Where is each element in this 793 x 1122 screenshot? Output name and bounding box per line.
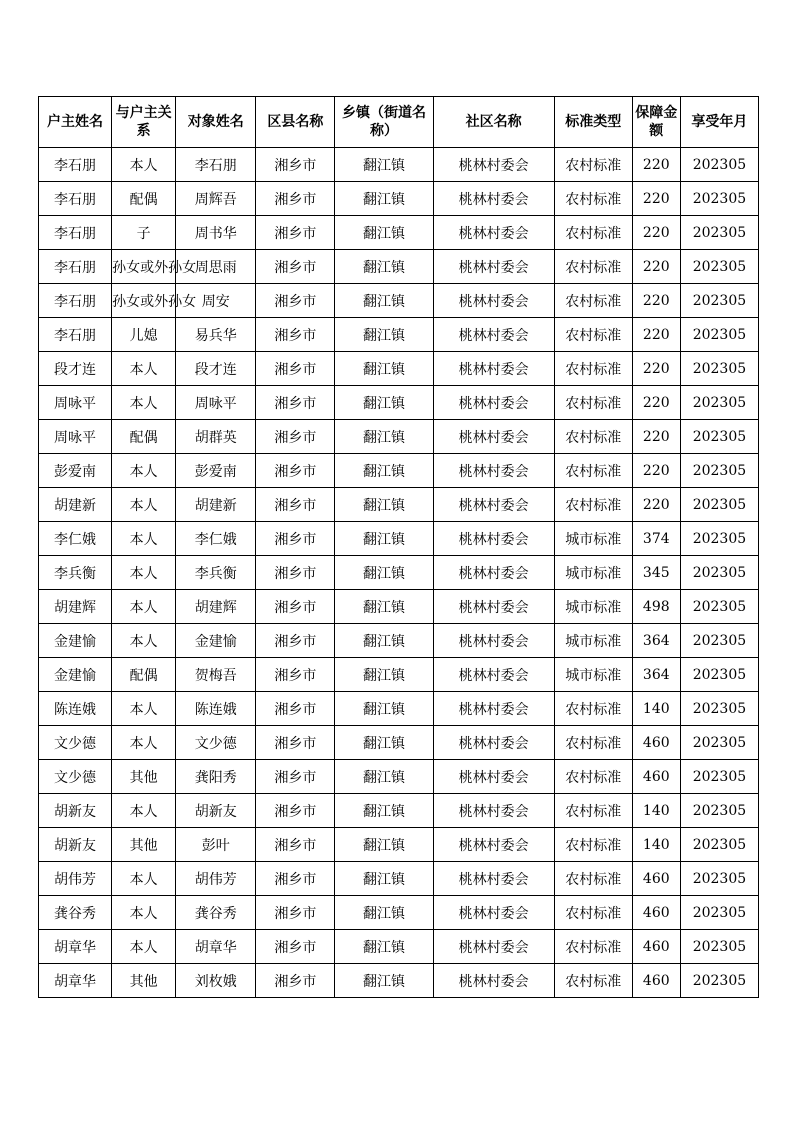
- community-cell: 桃林村委会: [433, 216, 554, 250]
- relationship-cell: 本人: [112, 454, 176, 488]
- community-cell: 桃林村委会: [433, 182, 554, 216]
- amount-cell: 460: [632, 964, 680, 998]
- county-cell: 湘乡市: [256, 896, 335, 930]
- household-head-cell: 李石朋: [39, 284, 112, 318]
- period-cell: 202305: [680, 726, 758, 760]
- relationship-cell: 本人: [112, 488, 176, 522]
- relationship-cell: 其他: [112, 964, 176, 998]
- table-row: [39, 522, 759, 556]
- community-cell: 桃林村委会: [433, 386, 554, 420]
- amount-cell: 220: [632, 386, 680, 420]
- standard-type-cell: 农村标准: [554, 862, 632, 896]
- relationship-cell: 本人: [112, 148, 176, 182]
- table-row: [39, 454, 759, 488]
- table-row: [39, 250, 759, 284]
- community-cell: 桃林村委会: [433, 760, 554, 794]
- community-cell: 桃林村委会: [433, 964, 554, 998]
- household-head-cell: 李仁娥: [39, 522, 112, 556]
- township-cell: 翻江镇: [335, 828, 433, 862]
- county-cell: 湘乡市: [256, 624, 335, 658]
- standard-type-cell: 农村标准: [554, 692, 632, 726]
- township-cell: 翻江镇: [335, 930, 433, 964]
- table-row: [39, 658, 759, 692]
- amount-cell: 460: [632, 930, 680, 964]
- recipient-name-cell: 胡建辉: [176, 590, 256, 624]
- period-cell: 202305: [680, 250, 758, 284]
- relationship-cell: 配偶: [112, 182, 176, 216]
- household-head-cell: 李石朋: [39, 182, 112, 216]
- standard-type-cell: 城市标准: [554, 624, 632, 658]
- household-head-cell: 金建愉: [39, 658, 112, 692]
- table-row: [39, 148, 759, 182]
- township-cell: 翻江镇: [335, 182, 433, 216]
- standard-type-cell: 农村标准: [554, 250, 632, 284]
- period-cell: 202305: [680, 148, 758, 182]
- standard-type-cell: 农村标准: [554, 930, 632, 964]
- county-cell: 湘乡市: [256, 522, 335, 556]
- township-cell: 翻江镇: [335, 250, 433, 284]
- community-cell: 桃林村委会: [433, 148, 554, 182]
- household-head-cell: 陈连娥: [39, 692, 112, 726]
- county-cell: 湘乡市: [256, 386, 335, 420]
- table-row: [39, 828, 759, 862]
- standard-type-cell: 农村标准: [554, 488, 632, 522]
- table-row: [39, 930, 759, 964]
- amount-cell: 220: [632, 216, 680, 250]
- amount-cell: 374: [632, 522, 680, 556]
- township-cell: 翻江镇: [335, 624, 433, 658]
- household-head-cell: 周咏平: [39, 420, 112, 454]
- community-cell: 桃林村委会: [433, 352, 554, 386]
- county-cell: 湘乡市: [256, 182, 335, 216]
- table-row: [39, 590, 759, 624]
- period-cell: 202305: [680, 692, 758, 726]
- household-head-cell: 胡章华: [39, 964, 112, 998]
- community-cell: 桃林村委会: [433, 828, 554, 862]
- township-cell: 翻江镇: [335, 386, 433, 420]
- period-cell: 202305: [680, 624, 758, 658]
- standard-type-cell: 农村标准: [554, 964, 632, 998]
- amount-cell: 220: [632, 488, 680, 522]
- township-cell: 翻江镇: [335, 726, 433, 760]
- relationship-cell: 儿媳: [112, 318, 176, 352]
- township-cell: 翻江镇: [335, 896, 433, 930]
- county-cell: 湘乡市: [256, 828, 335, 862]
- table-row: [39, 692, 759, 726]
- table-row: [39, 896, 759, 930]
- relationship-cell: 子: [112, 216, 176, 250]
- county-cell: 湘乡市: [256, 692, 335, 726]
- table-row: [39, 862, 759, 896]
- header-amount: 保障金额: [632, 97, 680, 148]
- recipient-name-cell: 金建愉: [176, 624, 256, 658]
- township-cell: 翻江镇: [335, 216, 433, 250]
- amount-cell: 220: [632, 284, 680, 318]
- period-cell: 202305: [680, 386, 758, 420]
- community-cell: 桃林村委会: [433, 556, 554, 590]
- period-cell: 202305: [680, 216, 758, 250]
- community-cell: 桃林村委会: [433, 318, 554, 352]
- period-cell: 202305: [680, 896, 758, 930]
- relationship-cell: 本人: [112, 692, 176, 726]
- header-county: 区县名称: [256, 97, 335, 148]
- relationship-cell: 本人: [112, 556, 176, 590]
- township-cell: 翻江镇: [335, 556, 433, 590]
- amount-cell: 140: [632, 692, 680, 726]
- period-cell: 202305: [680, 488, 758, 522]
- table-row: [39, 794, 759, 828]
- township-cell: 翻江镇: [335, 352, 433, 386]
- community-cell: 桃林村委会: [433, 896, 554, 930]
- standard-type-cell: 农村标准: [554, 284, 632, 318]
- recipient-name-cell: 刘枚娥: [176, 964, 256, 998]
- amount-cell: 345: [632, 556, 680, 590]
- table-header-row: [39, 97, 759, 148]
- community-cell: 桃林村委会: [433, 284, 554, 318]
- period-cell: 202305: [680, 828, 758, 862]
- standard-type-cell: 农村标准: [554, 760, 632, 794]
- standard-type-cell: 农村标准: [554, 318, 632, 352]
- amount-cell: 220: [632, 454, 680, 488]
- relationship-cell: 孙女或外孙女: [112, 284, 176, 318]
- amount-cell: 364: [632, 658, 680, 692]
- county-cell: 湘乡市: [256, 930, 335, 964]
- period-cell: 202305: [680, 658, 758, 692]
- relationship-cell: 本人: [112, 726, 176, 760]
- header-relationship: 与户主关系: [112, 97, 176, 148]
- relationship-cell: 配偶: [112, 420, 176, 454]
- relationship-cell: 其他: [112, 828, 176, 862]
- standard-type-cell: 农村标准: [554, 726, 632, 760]
- amount-cell: 460: [632, 760, 680, 794]
- relationship-cell: 本人: [112, 794, 176, 828]
- relationship-cell: 其他: [112, 760, 176, 794]
- recipient-name-cell: 李石朋: [176, 148, 256, 182]
- period-cell: 202305: [680, 760, 758, 794]
- community-cell: 桃林村委会: [433, 590, 554, 624]
- county-cell: 湘乡市: [256, 794, 335, 828]
- amount-cell: 364: [632, 624, 680, 658]
- amount-cell: 460: [632, 862, 680, 896]
- community-cell: 桃林村委会: [433, 692, 554, 726]
- township-cell: 翻江镇: [335, 420, 433, 454]
- period-cell: 202305: [680, 590, 758, 624]
- amount-cell: 220: [632, 182, 680, 216]
- county-cell: 湘乡市: [256, 250, 335, 284]
- community-cell: 桃林村委会: [433, 250, 554, 284]
- amount-cell: 220: [632, 250, 680, 284]
- standard-type-cell: 农村标准: [554, 386, 632, 420]
- recipient-name-cell: 李兵衡: [176, 556, 256, 590]
- recipient-name-cell: 易兵华: [176, 318, 256, 352]
- relationship-cell: 本人: [112, 624, 176, 658]
- header-standard-type: 标准类型: [554, 97, 632, 148]
- recipient-name-cell: 周咏平: [176, 386, 256, 420]
- township-cell: 翻江镇: [335, 454, 433, 488]
- county-cell: 湘乡市: [256, 658, 335, 692]
- header-household-head: 户主姓名: [39, 97, 112, 148]
- community-cell: 桃林村委会: [433, 794, 554, 828]
- community-cell: 桃林村委会: [433, 658, 554, 692]
- recipient-name-cell: 周安: [176, 284, 256, 318]
- township-cell: 翻江镇: [335, 862, 433, 896]
- standard-type-cell: 农村标准: [554, 420, 632, 454]
- table-row: [39, 352, 759, 386]
- relationship-cell: 本人: [112, 522, 176, 556]
- township-cell: 翻江镇: [335, 522, 433, 556]
- household-head-cell: 周咏平: [39, 386, 112, 420]
- beneficiary-table: [38, 96, 759, 998]
- table-row: [39, 182, 759, 216]
- household-head-cell: 胡建辉: [39, 590, 112, 624]
- county-cell: 湘乡市: [256, 216, 335, 250]
- relationship-cell: 本人: [112, 930, 176, 964]
- standard-type-cell: 农村标准: [554, 182, 632, 216]
- recipient-name-cell: 彭叶: [176, 828, 256, 862]
- standard-type-cell: 农村标准: [554, 454, 632, 488]
- amount-cell: 498: [632, 590, 680, 624]
- period-cell: 202305: [680, 522, 758, 556]
- recipient-name-cell: 陈连娥: [176, 692, 256, 726]
- period-cell: 202305: [680, 182, 758, 216]
- relationship-cell: 本人: [112, 590, 176, 624]
- county-cell: 湘乡市: [256, 862, 335, 896]
- amount-cell: 460: [632, 726, 680, 760]
- standard-type-cell: 农村标准: [554, 216, 632, 250]
- household-head-cell: 胡新友: [39, 794, 112, 828]
- recipient-name-cell: 彭爱南: [176, 454, 256, 488]
- community-cell: 桃林村委会: [433, 624, 554, 658]
- table-body: [39, 148, 759, 998]
- amount-cell: 220: [632, 318, 680, 352]
- household-head-cell: 李石朋: [39, 250, 112, 284]
- relationship-cell: 本人: [112, 386, 176, 420]
- recipient-name-cell: 周辉吾: [176, 182, 256, 216]
- standard-type-cell: 农村标准: [554, 352, 632, 386]
- header-community: 社区名称: [433, 97, 554, 148]
- amount-cell: 460: [632, 896, 680, 930]
- township-cell: 翻江镇: [335, 760, 433, 794]
- period-cell: 202305: [680, 352, 758, 386]
- table-row: [39, 556, 759, 590]
- table-row: [39, 964, 759, 998]
- standard-type-cell: 城市标准: [554, 658, 632, 692]
- household-head-cell: 胡章华: [39, 930, 112, 964]
- county-cell: 湘乡市: [256, 420, 335, 454]
- township-cell: 翻江镇: [335, 590, 433, 624]
- amount-cell: 220: [632, 420, 680, 454]
- amount-cell: 140: [632, 828, 680, 862]
- township-cell: 翻江镇: [335, 692, 433, 726]
- recipient-name-cell: 龚谷秀: [176, 896, 256, 930]
- household-head-cell: 龚谷秀: [39, 896, 112, 930]
- recipient-name-cell: 龚阳秀: [176, 760, 256, 794]
- period-cell: 202305: [680, 556, 758, 590]
- county-cell: 湘乡市: [256, 964, 335, 998]
- township-cell: 翻江镇: [335, 284, 433, 318]
- table-row: [39, 318, 759, 352]
- recipient-name-cell: 周书华: [176, 216, 256, 250]
- period-cell: 202305: [680, 794, 758, 828]
- standard-type-cell: 农村标准: [554, 148, 632, 182]
- table-row: [39, 488, 759, 522]
- period-cell: 202305: [680, 318, 758, 352]
- period-cell: 202305: [680, 420, 758, 454]
- county-cell: 湘乡市: [256, 148, 335, 182]
- township-cell: 翻江镇: [335, 148, 433, 182]
- household-head-cell: 李石朋: [39, 216, 112, 250]
- recipient-name-cell: 胡新友: [176, 794, 256, 828]
- header-recipient-name: 对象姓名: [176, 97, 256, 148]
- household-head-cell: 段才连: [39, 352, 112, 386]
- household-head-cell: 胡建新: [39, 488, 112, 522]
- recipient-name-cell: 贺梅吾: [176, 658, 256, 692]
- county-cell: 湘乡市: [256, 590, 335, 624]
- standard-type-cell: 农村标准: [554, 896, 632, 930]
- recipient-name-cell: 周思雨: [176, 250, 256, 284]
- standard-type-cell: 农村标准: [554, 828, 632, 862]
- recipient-name-cell: 胡章华: [176, 930, 256, 964]
- amount-cell: 140: [632, 794, 680, 828]
- county-cell: 湘乡市: [256, 454, 335, 488]
- relationship-cell: 本人: [112, 862, 176, 896]
- standard-type-cell: 城市标准: [554, 522, 632, 556]
- township-cell: 翻江镇: [335, 794, 433, 828]
- relationship-cell: 配偶: [112, 658, 176, 692]
- standard-type-cell: 城市标准: [554, 556, 632, 590]
- table-row: [39, 386, 759, 420]
- table-row: [39, 760, 759, 794]
- household-head-cell: 胡伟芳: [39, 862, 112, 896]
- period-cell: 202305: [680, 284, 758, 318]
- relationship-cell: 本人: [112, 896, 176, 930]
- household-head-cell: 文少德: [39, 760, 112, 794]
- household-head-cell: 李兵衡: [39, 556, 112, 590]
- county-cell: 湘乡市: [256, 556, 335, 590]
- standard-type-cell: 农村标准: [554, 794, 632, 828]
- household-head-cell: 李石朋: [39, 148, 112, 182]
- relationship-cell: 孙女或外孙女: [112, 250, 176, 284]
- county-cell: 湘乡市: [256, 726, 335, 760]
- period-cell: 202305: [680, 964, 758, 998]
- community-cell: 桃林村委会: [433, 454, 554, 488]
- period-cell: 202305: [680, 454, 758, 488]
- table-row: [39, 284, 759, 318]
- county-cell: 湘乡市: [256, 760, 335, 794]
- county-cell: 湘乡市: [256, 284, 335, 318]
- table-row: [39, 216, 759, 250]
- household-head-cell: 胡新友: [39, 828, 112, 862]
- recipient-name-cell: 段才连: [176, 352, 256, 386]
- recipient-name-cell: 胡群英: [176, 420, 256, 454]
- community-cell: 桃林村委会: [433, 522, 554, 556]
- household-head-cell: 文少德: [39, 726, 112, 760]
- standard-type-cell: 城市标准: [554, 590, 632, 624]
- county-cell: 湘乡市: [256, 318, 335, 352]
- amount-cell: 220: [632, 352, 680, 386]
- table-row: [39, 624, 759, 658]
- recipient-name-cell: 胡建新: [176, 488, 256, 522]
- recipient-name-cell: 胡伟芳: [176, 862, 256, 896]
- community-cell: 桃林村委会: [433, 420, 554, 454]
- recipient-name-cell: 文少德: [176, 726, 256, 760]
- community-cell: 桃林村委会: [433, 488, 554, 522]
- period-cell: 202305: [680, 930, 758, 964]
- county-cell: 湘乡市: [256, 488, 335, 522]
- township-cell: 翻江镇: [335, 488, 433, 522]
- period-cell: 202305: [680, 862, 758, 896]
- table-row: [39, 726, 759, 760]
- household-head-cell: 金建愉: [39, 624, 112, 658]
- header-period: 享受年月: [680, 97, 758, 148]
- township-cell: 翻江镇: [335, 964, 433, 998]
- household-head-cell: 彭爱南: [39, 454, 112, 488]
- community-cell: 桃林村委会: [433, 930, 554, 964]
- amount-cell: 220: [632, 148, 680, 182]
- county-cell: 湘乡市: [256, 352, 335, 386]
- township-cell: 翻江镇: [335, 318, 433, 352]
- township-cell: 翻江镇: [335, 658, 433, 692]
- community-cell: 桃林村委会: [433, 862, 554, 896]
- community-cell: 桃林村委会: [433, 726, 554, 760]
- household-head-cell: 李石朋: [39, 318, 112, 352]
- header-township: 乡镇（街道名称）: [335, 97, 433, 148]
- relationship-cell: 本人: [112, 352, 176, 386]
- recipient-name-cell: 李仁娥: [176, 522, 256, 556]
- table-row: [39, 420, 759, 454]
